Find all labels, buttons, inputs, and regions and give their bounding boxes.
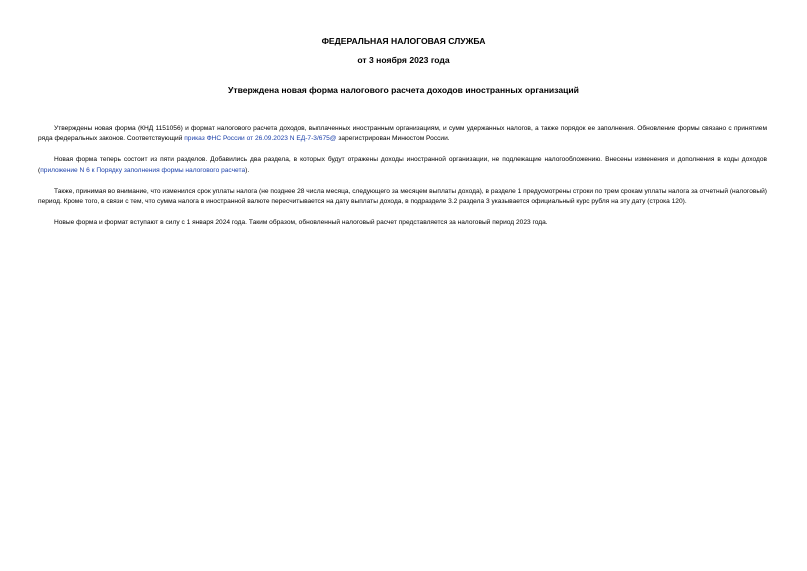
paragraph-4: Новые форма и формат вступают в силу с 1 января 2024 года. Таким образом, обновленный налоговый расчет представляется за налоговый период 2023 года. <box>54 218 548 226</box>
document-headline: Утверждена новая форма налогового расчета доходов иностранных организаций <box>228 85 579 95</box>
paragraph-2 <box>38 155 767 176</box>
paragraph-2-text-after: ). <box>245 166 250 174</box>
paragraph-2-text-before: Новая форма теперь состоит из пяти разделов. Добавились два раздела, в которых будут отражены доходы иностранной организации, не подлежащие налогообложению. Внесены изменения и дополнения в коды доходов ( <box>38 156 767 174</box>
paragraph-1-text-after: зарегистрирован Минюстом России. <box>336 135 450 143</box>
paragraph-1-text-before: Утверждены новая форма (КНД 1151056) и формат налогового расчета доходов, выплаченных иностранным организациям, и сумм удержанных налогов, а также порядок ее заполнения. Обновление формы связано с принятием ряда федеральных законов. Соответствующий <box>38 125 767 143</box>
order-link[interactable]: приказ ФНС России от 26.09.2023 N ЕД-7-3/675@ <box>184 135 337 143</box>
appendix-link[interactable]: приложение N 6 к Порядку заполнения формы налогового расчета <box>40 166 246 174</box>
paragraph-1 <box>38 124 767 145</box>
paragraph-3: Также, принимая во внимание, что изменился срок уплаты налога (не позднее 28 числа месяца, следующего за месяцем выплаты дохода), в разделе 1 предусмотрены строки по трем срокам уплаты налога за отчетный (налоговый) период. Кроме того, в связи с тем, что сумма налога в иностранной валюте пересчитывается на дату выплаты дохода, в подразделе 3.2 раздела 3 указывается официальный курс рубля на эту дату (строка 120). <box>38 187 767 206</box>
issuing-organization: ФЕДЕРАЛЬНАЯ НАЛОГОВАЯ СЛУЖБА <box>321 36 486 46</box>
document-date: от 3 ноября 2023 года <box>357 55 450 65</box>
document-body <box>38 124 767 239</box>
